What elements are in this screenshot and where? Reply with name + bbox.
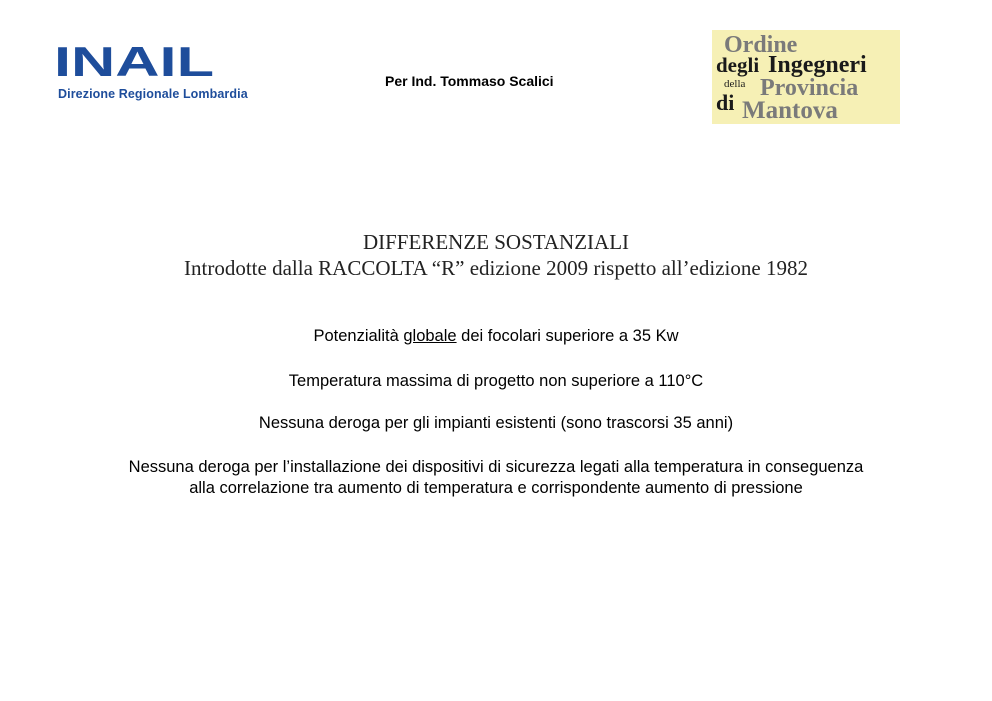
item-potenzialita-underlined: globale bbox=[403, 327, 457, 345]
ingegneri-word: Ingegneri bbox=[768, 52, 867, 78]
provincia-word: Provincia bbox=[760, 75, 859, 101]
item-deroga-dispositivi-line-2: alla correlazione tra aumento di temperatura e corrispondente aumento di pressione bbox=[189, 479, 803, 497]
inail-logo bbox=[54, 40, 276, 104]
ordine-ingegneri-logo bbox=[712, 30, 900, 124]
item-deroga-dispositivi bbox=[0, 457, 992, 499]
inail-brand-text: INAIL bbox=[54, 40, 214, 84]
item-potenzialita-after: dei focolari superiore a 35 Kw bbox=[456, 327, 679, 345]
inail-wordmark bbox=[54, 40, 276, 84]
di-word: di bbox=[716, 90, 735, 115]
ordine-wordmark bbox=[712, 30, 900, 124]
item-potenzialita-before: Potenzialità bbox=[313, 327, 404, 345]
item-temperatura: Temperatura massima di progetto non superiore a 110°C bbox=[288, 372, 704, 390]
title-line-2: Introdotte dalla RACCOLTA “R” edizione 2009 rispetto all’edizione 1982 bbox=[184, 256, 808, 280]
page-title bbox=[0, 229, 992, 281]
ordine-word: Ordine bbox=[724, 32, 798, 58]
della-word: della bbox=[724, 78, 746, 90]
item-deroga-impianti: Nessuna deroga per gli impianti esistenti (sono trascorsi 35 anni) bbox=[258, 414, 734, 432]
item-potenzialita bbox=[0, 326, 992, 347]
mantova-word: Mantova bbox=[742, 97, 838, 124]
inail-subtitle: Direzione Regionale Lombardia bbox=[58, 87, 248, 101]
item-deroga-dispositivi-line-1: Nessuna deroga per l’installazione dei dispositivi di sicurezza legati alla temperatura in conseguenza bbox=[128, 458, 864, 476]
author-line: Per Ind. Tommaso Scalici bbox=[385, 73, 554, 89]
degli-word: degli bbox=[716, 53, 760, 77]
title-line-1: DIFFERENZE SOSTANZIALI bbox=[362, 230, 630, 254]
